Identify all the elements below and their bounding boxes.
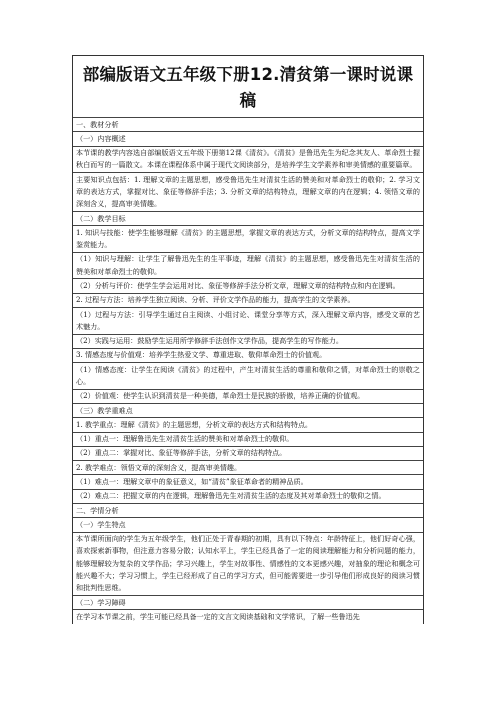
table-row: 3. 情感态度与价值观：培养学生热爱文学、尊重进取、敬仰革命烈士的价值观。 [73,348,423,362]
table-row: （一）学生特点 [73,517,423,531]
table-row: 在学习本节课之前，学生可能已经具备一定的文言文阅读基础和文学常识，了解一些鲁迅先 [73,609,423,623]
table-row: 1. 知识与技能：使学生能够理解《清贫》的主题思想，掌握文章的表达方式，分析文章的结构特点，提高文学鉴赏能力。 [73,225,423,252]
table-row: （2）价值观：使学生认识到清贫是一种美德，革命烈士是民族的骄傲，培养正确的价值观。 [73,389,423,403]
table-row: 2. 过程与方法：培养学生独立阅读、分析、评价文学作品的能力，提高学生的文学素养。 [73,293,423,307]
document-page [72,55,424,624]
table-row: 1. 教学重点：理解《清贫》的主题思想，分析文章的表达方式和结构特点。 [73,417,423,431]
table-row: （2）实践与运用：鼓励学生运用所学修辞手法创作文学作品，提高学生的写作能力。 [73,334,423,348]
table-row: （二）教学目标 [73,211,423,225]
table-row: 本节课所面向的学生为五年级学生，他们正处于青春期的初期，具有以下特点：年龄特征上，他们好奇心强，喜欢探索新事物，但注意力容易分散；认知水平上，学生已经具备了一定的阅读理解能力和分析问题的能力，能够理解较为复杂的文学作品；学习兴趣上，学生对故事性、情感性的文本更感兴趣，对抽象的理论和概念可能兴趣不大；学习习惯上，学生已经形成了自己的学习方式，但可能需要进一步引导他们形成良好的阅读习惯和批判性思维。 [73,532,423,595]
table-row: （一）内容概述 [73,131,423,145]
table-row: （1）知识与理解：让学生了解鲁迅先生的生平事迹，理解《清贫》的主题思想，感受鲁迅先生对清贫生活的赞美和对革命烈士的敬仰。 [73,252,423,279]
table-row: 二、学情分析 [73,503,423,517]
table-row: 主要知识点包括：1. 理解文章的主题思想，感受鲁迅先生对清贫生活的赞美和对革命烈士的敬仰；2. 学习文章的表达方式，掌握对比、象征等修辞手法；3. 分析文章的结构特点，理解文章的内在逻辑；4. 领悟文章的深刻含义，提高审美情趣。 [73,172,423,211]
table-row: （2）重点二：掌握对比、象征等修辞手法，分析文章的结构特点。 [73,446,423,460]
title-cell [72,55,424,117]
content-table [72,117,424,624]
document-title: 部编版语文五年级下册12.清贫第一课时说课稿 [82,65,414,110]
table-row: （二）学习障碍 [73,595,423,609]
table-row: 2. 教学难点：领悟文章的深刻含义，提高审美情趣。 [73,460,423,474]
table-row: （2）分析与评价：使学生学会运用对比、象征等修辞手法分析文章，理解文章的结构特点和内在逻辑。 [73,278,423,292]
table-row: （三）教学重难点 [73,403,423,417]
table-row: （1）重点一：理解鲁迅先生对清贫生活的赞美和对革命烈士的敬仰。 [73,432,423,446]
table-row: （2）难点二：把握文章的内在逻辑，理解鲁迅先生对清贫生活的态度及其对革命烈士的敬仰之情。 [73,489,423,503]
table-row: （1）情感态度：让学生在阅读《清贫》的过程中，产生对清贫生活的尊重和敬仰之情，对革命烈士的崇敬之心。 [73,362,423,389]
table-row: （1）难点一：理解文章中的象征意义，如“清贫”象征革命者的精神品质。 [73,474,423,488]
table-row: （1）过程与方法：引导学生通过自主阅读、小组讨论、课堂分享等方式，深入理解文章内容，感受文章的艺术魅力。 [73,307,423,334]
table-row: 一、教材分析 [73,117,423,131]
table-row: 本节课的教学内容选自部编版语文五年级下册第12课《清贫》。《清贫》是鲁迅先生为纪念其友人、革命烈士握秋白而写的一篇散文。本课在课程体系中属于现代文阅读部分，是培养学生文学素养和审美情感的重要篇章。 [73,146,423,173]
